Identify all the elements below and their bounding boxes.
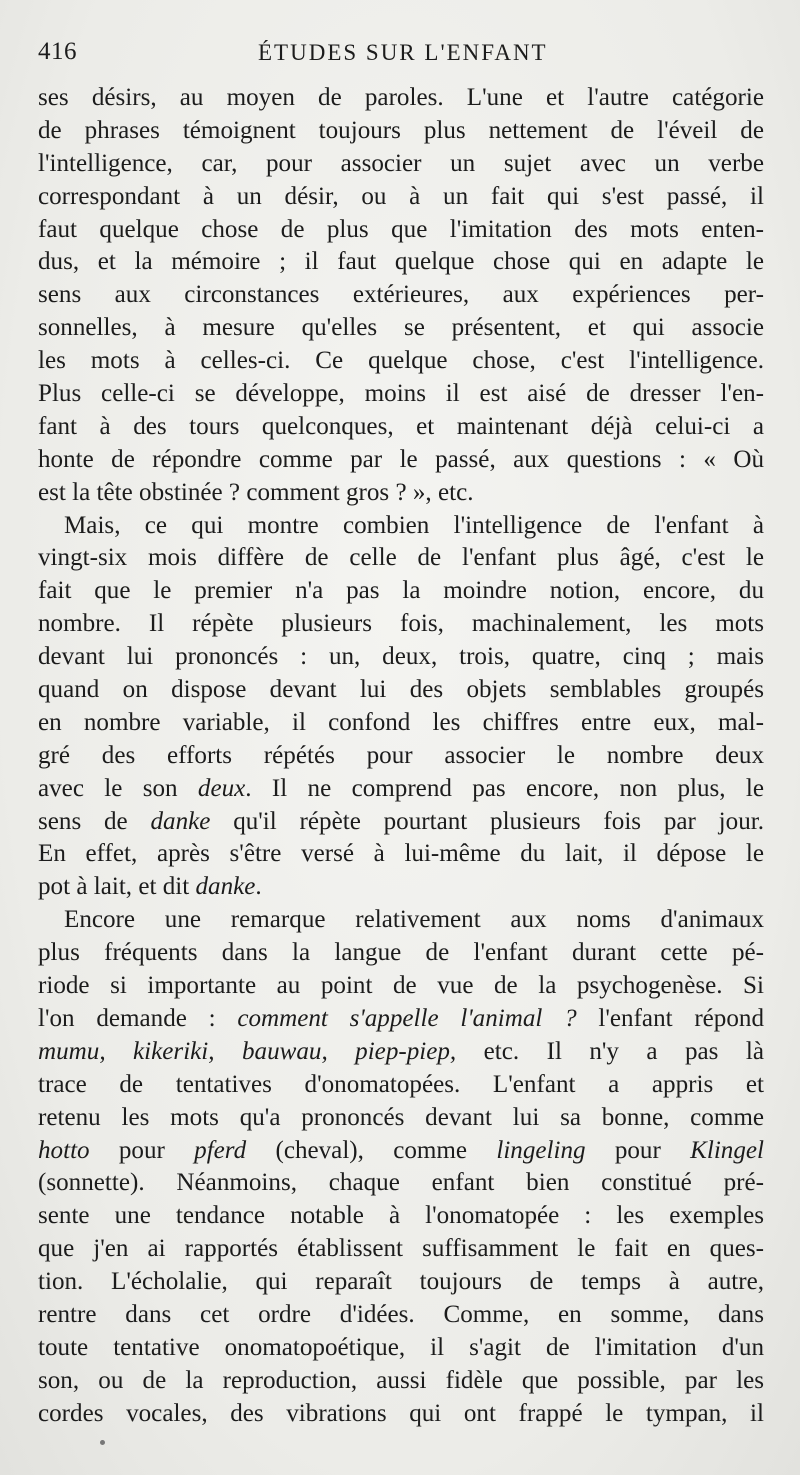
text-line: plus fréquents dans la langue de l'enfant durant cette pé- [38,939,764,967]
text-line: son, ou de la reproduction, aussi fidèle que possible, par les [38,1366,764,1394]
italic-word: Klingel [690,1136,764,1164]
text-line [38,1003,764,1036]
text-segment: etc. Il n'y a pas là [456,1037,764,1065]
text-line: fant à des tours quelconques, et maintenant déjà celui-ci a [38,412,764,440]
text-line [38,773,764,806]
text-segment: (cheval), comme [246,1136,497,1164]
body-text [38,82,764,1431]
text-line: que j'en ai rapportés établissent suffisamment le fait en ques- [38,1235,764,1263]
text-line: sens aux circonstances extérieures, aux expériences per- [38,281,764,309]
ink-speck [100,1440,105,1445]
text-line: de phrases témoignent toujours plus nettement de l'éveil de [38,116,764,144]
text-line: gré des efforts répétés pour associer le nombre deux [38,741,764,769]
text-line: tion. L'écholalie, qui reparaît toujours de temps à autre, [38,1268,764,1296]
text-line: riode si importante au point de vue de la psychogenèse. Si [38,972,764,1000]
text-line: Mais, ce qui montre combien l'intelligence de l'enfant à [64,511,764,539]
text-segment: . Il ne comprend pas encore, non plus, le [245,774,764,802]
text-segment: pour [89,1136,195,1164]
text-segment: avec le son [38,774,198,802]
text-line: En effet, après s'être versé à lui-même du lait, il dépose le [38,840,764,868]
italic-word: danke [195,873,256,901]
running-head [38,38,762,68]
text-line: vingt-six mois diffère de celle de l'enfant plus âgé, c'est le [38,544,764,572]
text-line: fait que le premier n'a pas la moindre notion, encore, du [38,577,764,605]
text-segment: qu'il répète pourtant plusieurs fois par jour. [210,807,764,835]
text-line [38,1036,764,1069]
text-segment: . [255,873,262,901]
text-line: est la tête obstinée ? comment gros ? », etc. [38,478,474,506]
running-title: ÉTUDES SUR L'ENFANT [258,40,548,65]
text-segment: l'enfant répond [576,1004,764,1032]
text-segment: pot à lait, et dit [38,873,196,901]
text-segment: pour [585,1136,691,1164]
text-line: Encore une remarque relativement aux noms d'animaux [64,906,764,934]
text-line: les mots à celles-ci. Ce quelque chose, c'est l'intelligence. [38,347,764,375]
text-line: dus, et la mémoire ; il faut quelque chose qui en adapte le [38,248,764,276]
text-line: correspondant à un désir, ou à un fait qui s'est passé, il [38,182,764,210]
text-line [38,1135,764,1168]
text-line: retenu les mots qu'a prononcés devant lui sa bonne, comme [38,1103,764,1131]
text-line: devant lui prononcés : un, deux, trois, quatre, cinq ; mais [38,643,764,671]
text-line: (sonnette). Néanmoins, chaque enfant bien constitué pré- [38,1169,764,1197]
text-line [38,806,764,839]
italic-phrase: mumu, kikeriki, bauwau, piep-piep, [38,1037,457,1065]
text-line: ses désirs, au moyen de paroles. L'une et l'autre catégorie [38,84,764,111]
text-line: sente une tendance notable à l'onomatopée : les exemples [38,1202,764,1230]
italic-word: hotto [38,1136,90,1164]
page-number: 416 [38,38,77,65]
italic-word: lingeling [496,1136,586,1164]
text-line: quand on dispose devant lui des objets semblables groupés [38,676,764,704]
text-line: faut quelque chose de plus que l'imitation des mots enten- [38,215,764,243]
text-line: honte de répondre comme par le passé, aux questions : « Où [38,445,764,473]
text-line: l'intelligence, car, pour associer un sujet avec un verbe [38,149,764,177]
text-line: nombre. Il répète plusieurs fois, machinalement, les mots [38,610,764,638]
text-segment: l'on demande : [38,1004,238,1032]
italic-word: danke [150,807,211,835]
text-line: Plus celle-ci se développe, moins il est aisé de dresser l'en- [38,380,764,408]
text-line: en nombre variable, il confond les chiffres entre eux, mal- [38,708,764,736]
text-segment: sens de [38,807,151,835]
italic-word: pferd [194,1136,247,1164]
italic-phrase: comment s'appelle l'animal ? [237,1004,577,1032]
text-line: trace de tentatives d'onomatopées. L'enfant a appris et [38,1070,764,1098]
text-line: sonnelles, à mesure qu'elles se présentent, et qui associe [38,314,764,342]
text-line: toute tentative onomatopoétique, il s'agit de l'imitation d'un [38,1333,764,1361]
text-line: rentre dans cet ordre d'idées. Comme, en somme, dans [38,1300,764,1328]
text-line: cordes vocales, des vibrations qui ont frappé le tympan, il [38,1399,764,1427]
text-line [38,871,764,904]
italic-word: deux [197,774,246,802]
